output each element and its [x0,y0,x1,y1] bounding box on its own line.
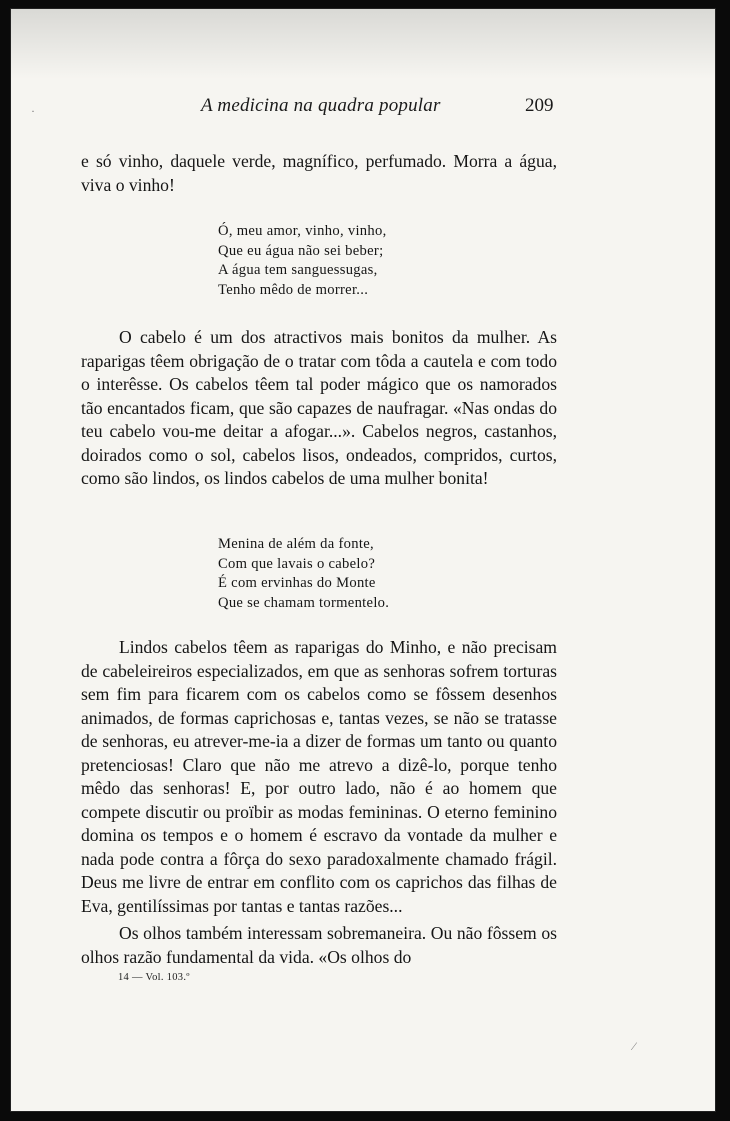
scan-shadow [11,9,715,79]
verse-line: Ó, meu amor, vinho, vinho, [218,223,387,239]
paragraph: e só vinho, daquele verde, magnífico, perfumado. Morra a água, viva o vinho! [81,151,557,195]
verse-line: A água tem sanguessugas, [218,262,378,279]
scan-speck: ⁄ [633,1039,636,1053]
scan-speck: · [31,104,35,118]
verse-stanza [218,535,518,613]
verse-line: Que eu água não sei beber; [218,242,384,259]
paragraph: O cabelo é um dos atractivos mais bonitos da mulher. As raparigas têem obrigação de o tratar com tôda a cautela e com todo o interêsse. Os cabelos têem tal poder mágico que os namorados tão encantados ficam, que são capazes de naufragar. «Nas ondas do teu cabelo vou-me deitar a afogar...». Cabelos negros, castanhos, doirados como o sol, cabelos lisos, ondeados, compridos, curtos, como são lindos, os lindos cabelos de uma mulher bonita! [81,327,557,488]
paragraph: Os olhos também interessam sobremaneira. Ou não fôssem os olhos razão fundamental da vida. «Os olhos do [81,923,557,967]
paragraph: Lindos cabelos têem as raparigas do Minho, e não precisam de cabeleireiros especializados, em que as senhoras sofrem torturas sem fim para ficarem com os cabelos como se fôssem desenhos animados, de formas caprichosas e, tantas vezes, se não se tratasse de senhoras, eu atrever-me-ia a dizer de formas um tanto ou quanto pretenciosas! Claro que não me atrevo a dizê-lo, porque tenho mêdo das senhoras! E, por outro lado, não é ao homem que compete discutir ou proïbir as modas femininas. O eterno feminino domina os tempos e o homem é escravo da vontade da mulher e nada pode contra a fôrça do sexo paradoxalmente chamado frágil. Deus me livre de entrar em conflito com os caprichos das filhas de Eva, gentilíssimas por tantas e tantas razões... [81,637,557,916]
verse-line: Com que lavais o cabelo? [218,555,376,572]
page-header [11,95,715,119]
running-title: A medicina na quadra popular [201,95,441,116]
page-number: 209 [525,95,554,116]
verse-line: É com ervinhas do Monte [218,575,376,592]
book-page [10,8,716,1112]
verse-line: Tenho mêdo de morrer... [218,281,369,298]
verse-line: Menina de além da fonte, [218,536,374,552]
verse-stanza [218,222,518,300]
printer-signature: 14 — Vol. 103.º [118,972,190,983]
verse-line: Que se chamam tormentelo. [218,594,390,611]
